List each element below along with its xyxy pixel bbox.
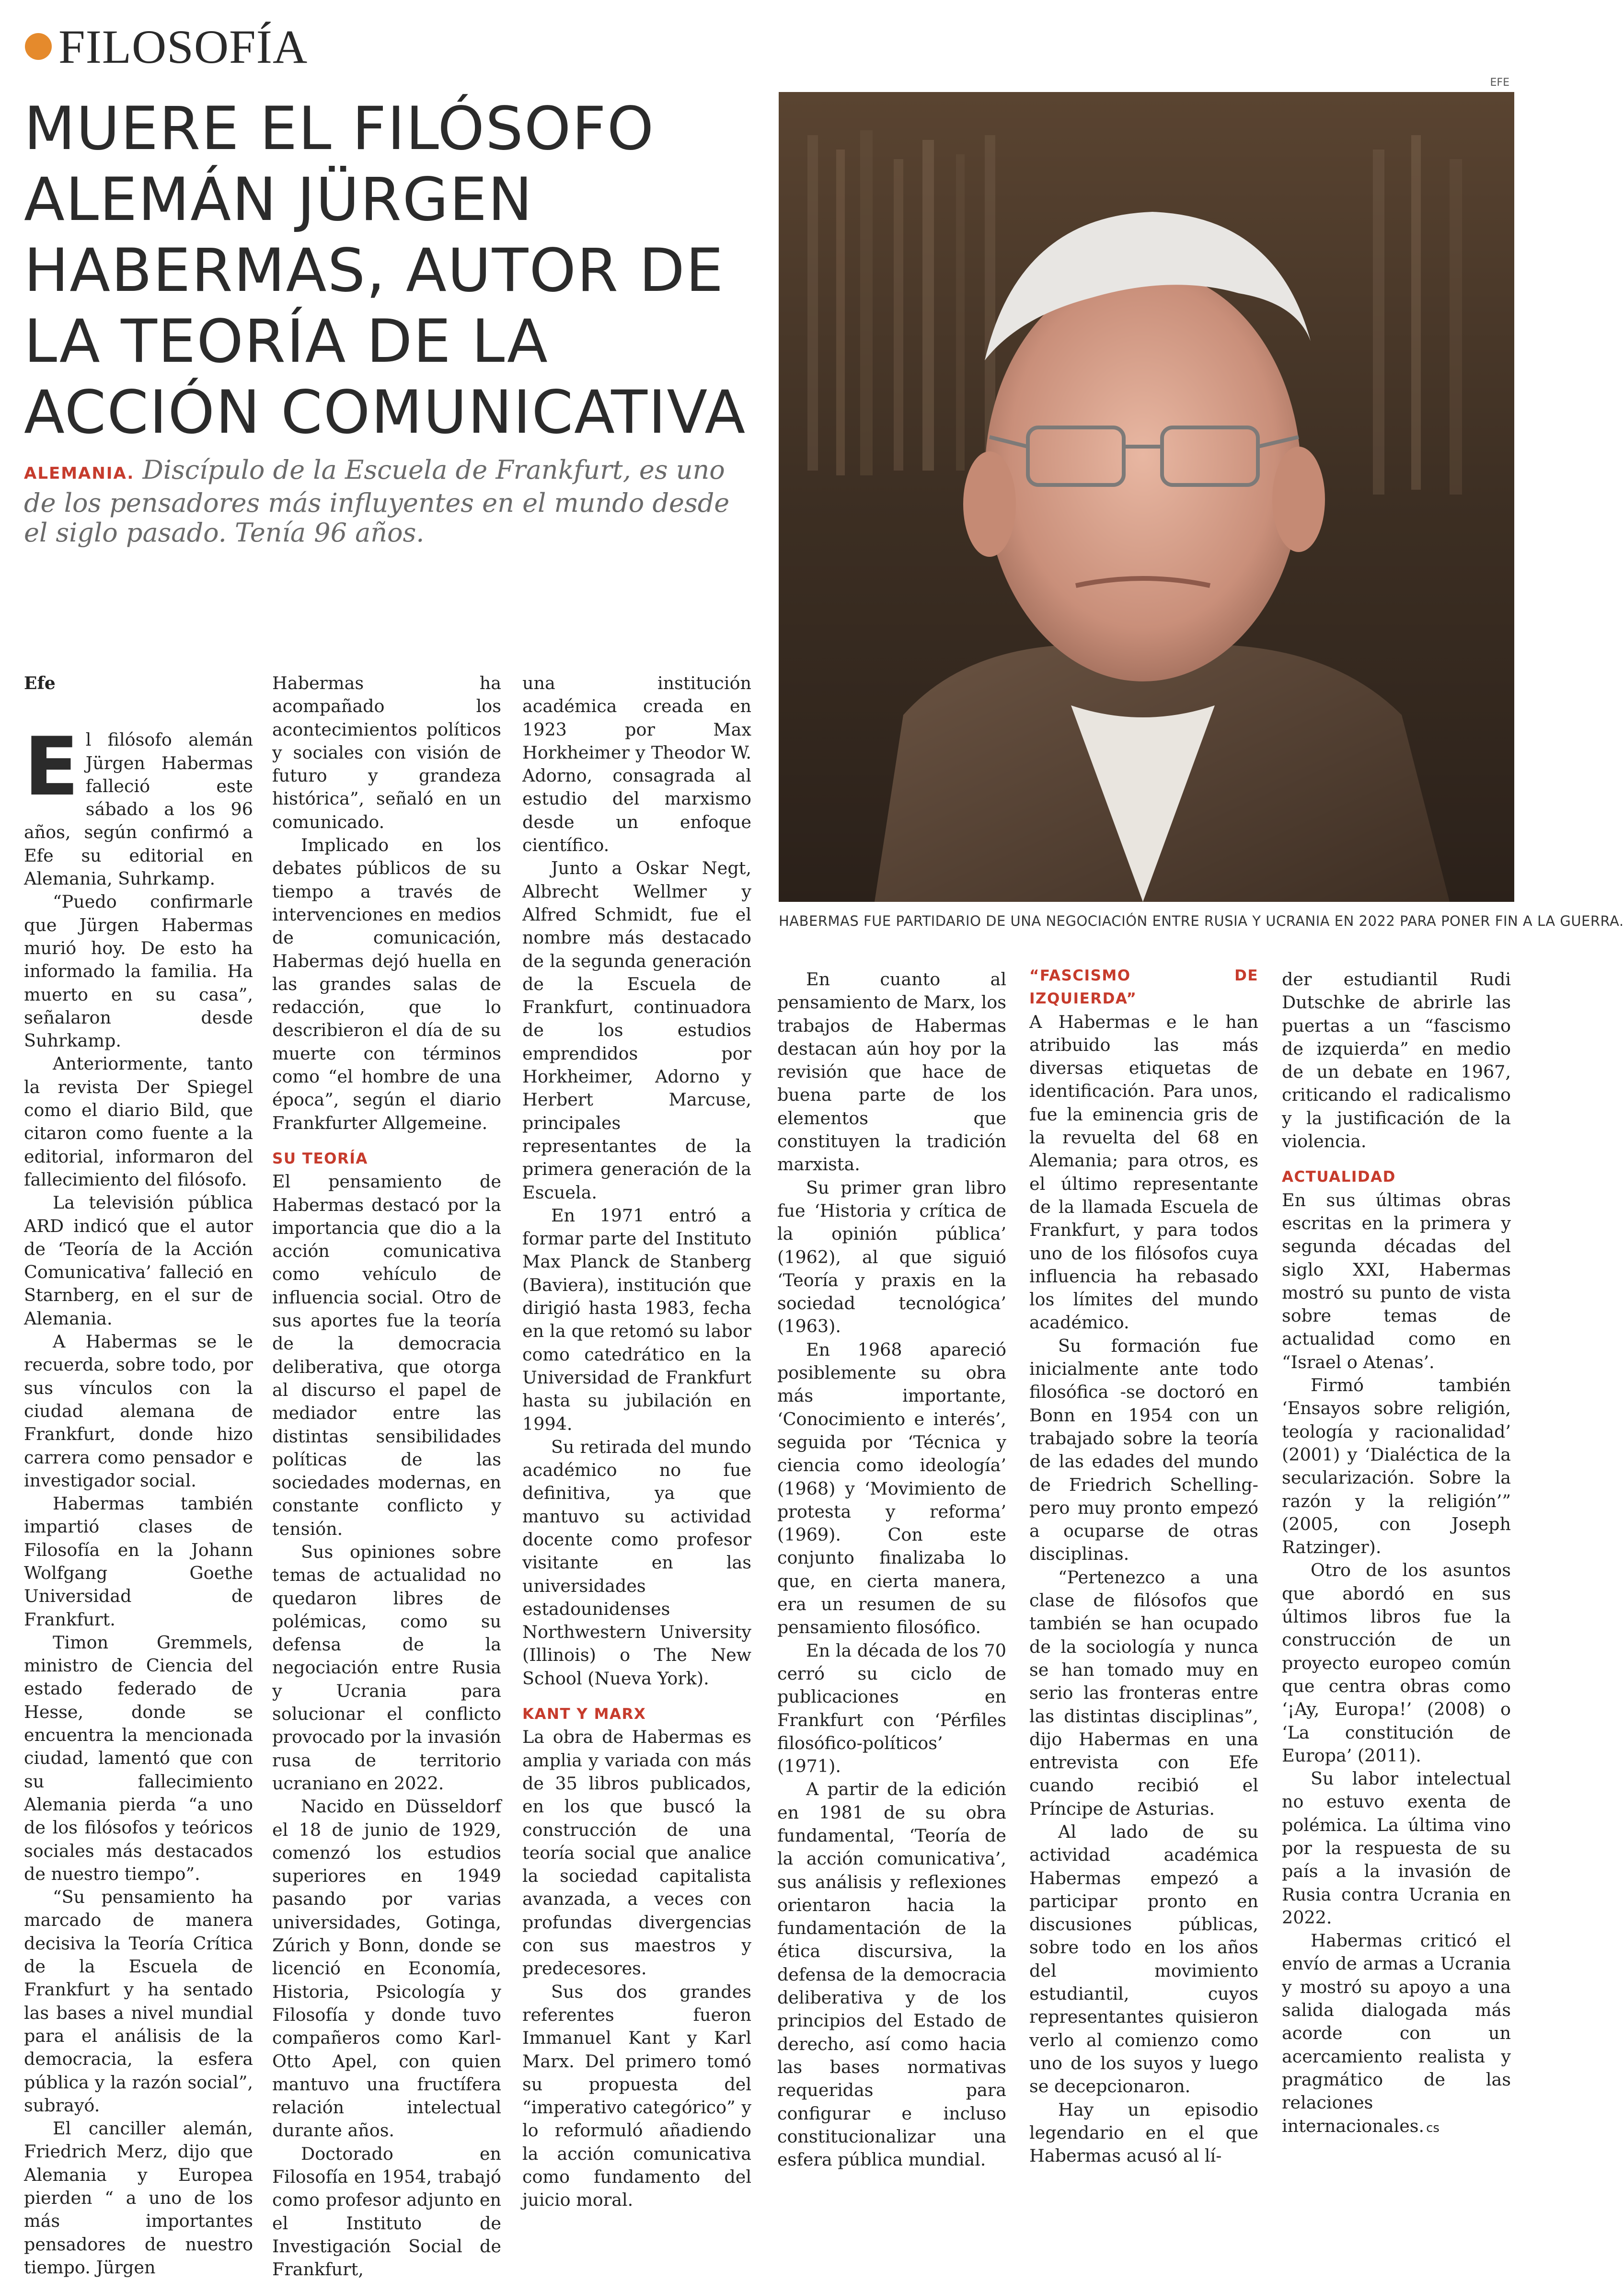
section-name: FILOSOFÍA — [58, 20, 308, 73]
article-paragraph: Nacido en Düsseldorf el 18 de junio de 1929, comenzó los estudios superiores en 1949 pasando por varias universidades, Gotinga, Zúrich y Bonn, donde se licenció en Economía, Historia, Psicología y Filosofía y donde tuvo compañeros como Karl-Otto Apel, con quien mantuvo una fructífera relación intelectual durante años. — [272, 1796, 501, 2141]
article-paragraph: La televisión pública ARD indicó que el autor de ‘Teoría de la Acción Comunicativa’ falleció en Starnberg, en el sur de Alemania. — [24, 1192, 253, 1329]
article-paragraph: Junto a Oskar Negt, Albrecht Wellmer y Alfred Schmidt, fue el nombre más destacado de la segunda generación de la Escuela de Frankfurt, continuadora de los estudios emprendidos por Horkheimer, Adorno y Herbert Marcuse, principales representantes de la primera generación de la Escuela. — [522, 858, 751, 1203]
article-paragraph: Sus opiniones sobre temas de actualidad no quedaron libres de polémicas, como su defensa de la negociación entre Rusia y Ucrania para solucionar el conflicto provocado por la invasión rusa de territorio ucraniano en 2022. — [272, 1541, 501, 1794]
article-paragraph: A Habermas se le recuerda, sobre todo, por sus vínculos con la ciudad alemana de Frankfurt, donde hizo carrera como pensador e investigador social. — [24, 1331, 253, 1491]
article-paragraph — [24, 720, 253, 890]
article-paragraph: Firmó también ‘Ensayos sobre religión, teología y racionalidad’ (2001) y ‘Dialéctica de la secularización. Sobre la razón y la religión’” (2005, con Joseph Ratzinger). — [1282, 1375, 1511, 1558]
article-paragraph: En 1968 apareció posiblemente su obra más importante, ‘Conocimiento e interés’, seguida por ‘Técnica y ciencia como ideología’ (1968) y ‘Movimiento de protesta y reforma’ (1969). Con este conjunto finalizaba lo que, en cierta manera, era un resumen de su pensamiento filosófico. — [777, 1339, 1006, 1638]
paragraph-text: Habermas criticó el envío de armas a Ucrania y mostró su apoyo a una salida dialogada más acorde con un acercamiento realista y pragmático de las relaciones internacionales. — [1282, 1930, 1511, 2136]
headline: MUERE EL FILÓSOFO ALEMÁN JÜRGEN HABERMAS, AUTOR DE LA TEORÍA DE LA ACCIÓN COMUNICATIVA — [24, 94, 747, 447]
section-label — [25, 20, 308, 73]
article-column-4 — [777, 968, 1006, 2170]
article-paragraph: Sus dos grandes referentes fueron Immanuel Kant y Karl Marx. Del primero tomó su propuesta del “imperativo categórico” y lo reformuló añadiendo la acción comunicativa como fundamento del juicio moral. — [522, 1981, 751, 2211]
article-paragraph: Habermas también impartió clases de Filosofía en la Johann Wolfgang Goethe Universidad de Frankfurt. — [24, 1493, 253, 1630]
article-paragraph: Anteriormente, tanto la revista Der Spiegel como el diario Bild, que citaron como fuente a la editorial, informaron del fallecimiento del filósofo. — [24, 1053, 253, 1190]
article-column-5 — [1029, 964, 1258, 2166]
article-column-1 — [24, 672, 253, 2278]
article-paragraph: En la década de los 70 cerró su ciclo de publicaciones en Frankfurt con ‘Pérfiles filosófico-políticos’ (1971). — [777, 1640, 1006, 1777]
end-mark: cs — [1426, 2120, 1440, 2135]
deck-place: ALEMANIA. — [24, 464, 135, 483]
subheading: SU TEORÍA — [272, 1150, 368, 1167]
article-paragraph: “Su pensamiento ha marcado de manera decisiva la Teoría Crítica de la Escuela de Frankfurt y ha sentado las bases a nivel mundial para el análisis de la democracia, la esfera pública y la razón social”, subrayó. — [24, 1887, 253, 2116]
article-paragraph: Su labor intelectual no estuvo exenta de polémica. La última vino por la respuesta de su país a la invasión de Rusia contra Ucrania en 2022. — [1282, 1768, 1511, 1928]
photo-credit: EFE — [1490, 77, 1509, 89]
paragraph-text: l filósofo alemán Jürgen Habermas falleció este sábado a los 96 años, según confirmó a Efe su editorial en Alemania, Suhrkamp. — [24, 729, 253, 889]
article-paragraph: “Puedo confirmarle que Jürgen Habermas murió hoy. De esto ha informado la familia. Ha muerto en su casa”, señalaron desde Suhrkamp. — [24, 891, 253, 1051]
article-paragraph — [1282, 1929, 1511, 2140]
article-paragraph: Habermas ha acompañado los acontecimientos políticos y sociales con visión de futuro y grandeza histórica”, señaló en un comunicado. — [272, 673, 501, 832]
article-paragraph: Su primer gran libro fue ‘Historia y crítica de la opinión pública’ (1962), al que siguió ‘Teoría y praxis en la sociedad tecnológica’ (1963). — [777, 1177, 1006, 1337]
article-paragraph: der estudiantil Rudi Dutschke de abrirle las puertas a un “fascismo de izquierda” en medio de un debate en 1967, criticando el radicalismo y la justificación de la violencia. — [1282, 969, 1511, 1152]
article-paragraph: El pensamiento de Habermas destacó por la importancia que dio a la acción comunicativa como vehículo de influencia social. Otro de sus aportes fue la teoría de la democracia deliberativa, que otorga al discurso el papel de mediador entre las distintas sensibilidades políticas de las sociedades modernas, en constante conflicto y tensión. — [272, 1171, 501, 1539]
section-dot-icon — [25, 33, 52, 60]
article-paragraph: “Pertenezco a una clase de filósofos que también se han ocupado de la sociología y nunca se han tomado muy en serio las fronteras entre las distintas disciplinas”, dijo Habermas en una entrevista con Efe cuando recibió el Príncipe de Asturias. — [1029, 1567, 1258, 1819]
article-paragraph: La obra de Habermas es amplia y variada con más de 35 libros publicados, en los que buscó la construcción de una teoría social que analice la sociedad capitalista avanzada, a veces con profundas divergencias con sus maestros y predecesores. — [522, 1727, 751, 1979]
deck — [24, 455, 752, 548]
article-paragraph: A partir de la edición en 1981 de su obra fundamental, ‘Teoría de la acción comunicativa’, sus análisis y reflexiones orientaron hacia la fundamentación de la ética discursiva, la defensa de la democracia deliberativa y de los principios del Estado de derecho, así como hacia las bases normativas requeridas para configurar e incluso constitucionalizar una esfera pública mundial. — [777, 1779, 1006, 2170]
byline: Efe — [24, 673, 56, 693]
article-paragraph: En sus últimas obras escritas en la primera y segunda décadas del siglo XXI, Habermas mostró su punto de vista sobre temas de actualidad como en “Israel o Atenas’. — [1282, 1189, 1511, 1372]
article-paragraph: Timon Gremmels, ministro de Ciencia del estado federado de Hesse, donde se encuentra la mencionada ciudad, lamentó que con su fallecimiento Alemania pierda “a uno de los filósofos y teóricos sociales más destacados de nuestro tiempo”. — [24, 1632, 253, 1884]
article-paragraph: Hay un episodio legendario en el que Habermas acusó al lí- — [1029, 2099, 1258, 2166]
article-paragraph: Al lado de su actividad académica Habermas empezó a participar pronto en discusiones públicas, sobre todo en los años del movimiento estudiantil, cuyos representantes quisieron verlo al comienzo como uno de los suyos y luego se decepcionaron. — [1029, 1821, 1258, 2097]
article-column-6 — [1282, 968, 1511, 2136]
deck-text: Discípulo de la Escuela de Frankfurt, es uno de los pensadores más influyentes en el mundo desde el siglo pasado. Tenía 96 años. — [24, 455, 730, 548]
drop-cap: E — [24, 720, 79, 814]
photo-caption: HABERMAS FUE PARTIDARIO DE UNA NEGOCIACIÓN ENTRE RUSIA Y UCRANIA EN 2022 PARA PONER FIN A LA GUERRA. — [779, 913, 1624, 929]
article-paragraph: En 1971 entró a formar parte del Instituto Max Planck de Stanberg (Baviera), institución que dirigió hasta 1983, fecha en la que retomó su labor como catedrático en la Universidad de Frankfurt hasta su jubilación en 1994. — [522, 1205, 751, 1434]
article-paragraph: Otro de los asuntos que abordó en sus últimos libros fue la construcción de un proyecto europeo común que centra obras como ‘¡Ay, Europa!’ (2008) o ‘La constitución de Europa’ (2011). — [1282, 1560, 1511, 1766]
subheading: KANT Y MARX — [522, 1705, 646, 1723]
article-column-2 — [272, 672, 501, 2280]
article-paragraph: una institución académica creada en 1923 por Max Horkheimer y Theodor W. Adorno, consagrada al estudio del marxismo desde un enfoque científico. — [522, 673, 751, 856]
article-paragraph: A Habermas e le han atribuido las más diversas etiquetas de identificación. Para unos, fue la eminencia gris de la revuelta del 68 en Alemania; para otros, es el último representante de la llamada Escuela de Frankfurt, y para todos uno de los filósofos cuya influencia ha rebasado los límites del mundo académico. — [1029, 1011, 1258, 1333]
article-paragraph: Su retirada del mundo académico no fue definitiva, ya que mantuvo su actividad docente como profesor visitante en las universidades estadounidenses Northwestern University (Illinois) o The New School (Nueva York). — [522, 1436, 751, 1689]
subheading: ACTUALIDAD — [1282, 1168, 1396, 1186]
article-paragraph: El canciller alemán, Friedrich Merz, dijo que Alemania y Europea pierden “ a uno de los más importantes pensadores de nuestro tiempo. Jürgen — [24, 2118, 253, 2278]
portrait-photo — [779, 92, 1514, 902]
article-paragraph: Su formación fue inicialmente ante todo filosófica -se doctoró en Bonn en 1954 con un trabajado sobre la teoría de las edades del mundo de Friedrich Schelling- pero muy pronto empezó a ocuparse de otras disciplinas. — [1029, 1335, 1258, 1565]
article-paragraph: En cuanto al pensamiento de Marx, los trabajos de Habermas destacan aún hoy por la revisión que hace de buena parte de los elementos que constituyen la tradición marxista. — [777, 969, 1006, 1175]
subheading: “FASCISMO DE IZQUIERDA” — [1029, 967, 1258, 1008]
article-paragraph: Doctorado en Filosofía en 1954, trabajó como profesor adjunto en el Instituto de Investigación Social de Frankfurt, — [272, 2143, 501, 2280]
article-column-3 — [522, 672, 751, 2211]
article-paragraph: Implicado en los debates públicos de su tiempo a través de intervenciones en medios de comunicación, Habermas dejó huella en las grandes salas de redacción, que lo describieron el día de su muerte con términos como “el hombre de una época”, según el diario Frankfurter Allgemeine. — [272, 835, 501, 1133]
